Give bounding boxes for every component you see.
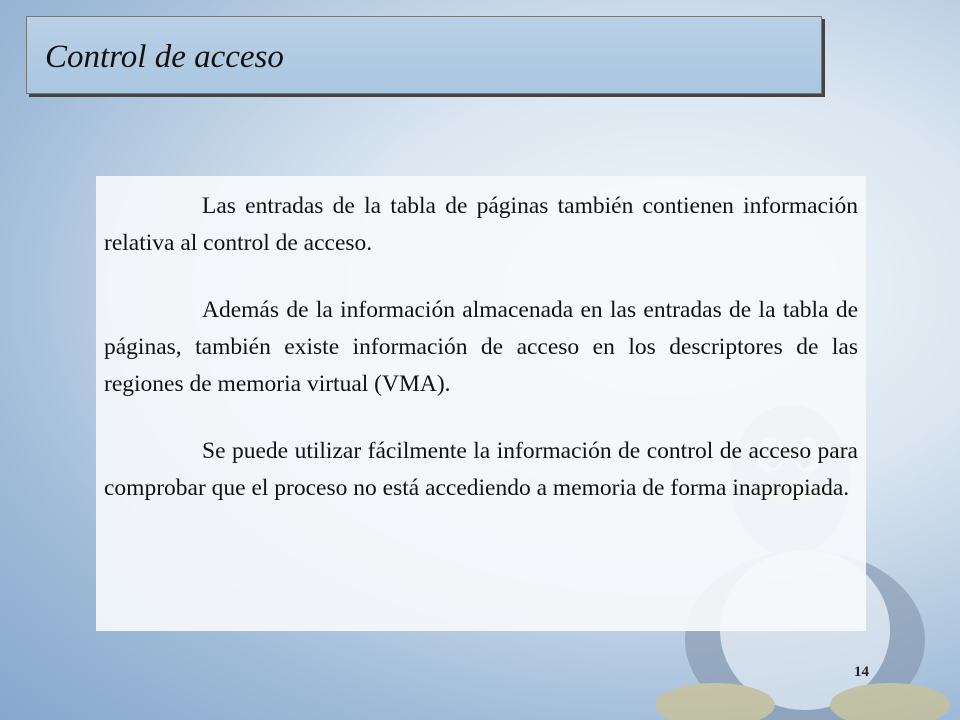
content-panel — [96, 176, 866, 631]
paragraph-1: Las entradas de la tabla de páginas también contienen información relativa al control de acceso. — [104, 193, 858, 256]
page-number: 14 — [854, 664, 869, 680]
title-bar — [26, 16, 822, 94]
paragraph-3: Se puede utilizar fácilmente la información de control de acceso para comprobar que el proceso no está accediendo a memoria de forma inapropiada. — [104, 438, 858, 501]
slide-title: Control de acceso — [45, 39, 284, 75]
paragraph-2: Además de la información almacenada en las entradas de la tabla de páginas, también existe información de acceso en los descriptores de las regiones de memoria virtual (VMA). — [104, 297, 858, 397]
